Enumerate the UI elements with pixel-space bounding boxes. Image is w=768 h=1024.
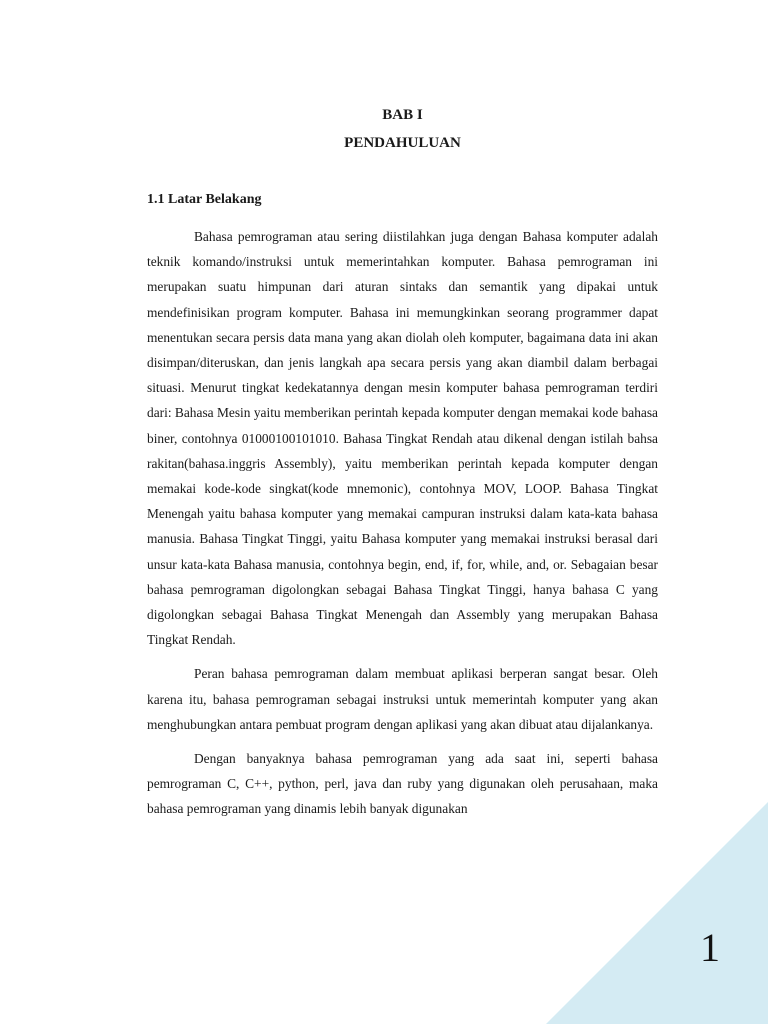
- page-number: 1: [700, 925, 720, 970]
- section-heading: 1.1 Latar Belakang: [147, 192, 262, 207]
- corner-decoration: [546, 802, 768, 1024]
- paragraph: Dengan banyaknya bahasa pemrograman yang ada saat ini, seperti bahasa pemrograman C, C++, python, perl, java dan ruby yang digunakan oleh perusahaan, maka bahasa pemrograman yang dinamis lebih banyak digunakan: [147, 751, 658, 817]
- chapter-label: BAB I: [382, 107, 423, 123]
- paragraph: Peran bahasa pemrograman dalam membuat aplikasi berperan sangat besar. Oleh karena itu, bahasa pemrograman sebagai instruksi untuk memerintah komputer yang akan menghubungkan antara pembuat program dengan aplikasi yang akan dibuat atau dijalankanya.: [147, 666, 658, 732]
- paragraph: Bahasa pemrograman atau sering diistilahkan juga dengan Bahasa komputer adalah teknik komando/instruksi untuk memerintahkan komputer. Bahasa pemrograman ini merupakan suatu himpunan dari aturan sintaks dan semantik yang dipakai untuk mendefinisikan program komputer. Bahasa ini memungkinkan seorang programmer dapat menentukan secara persis data mana yang akan diolah oleh komputer, bagaimana data ini akan disimpan/diteruskan, dan jenis langkah apa secara persis yang akan diambil dalam berbagai situasi. Menurut tingkat kedekatannya dengan mesin komputer bahasa pemrograman terdiri dari: Bahasa Mesin yaitu memberikan perintah kepada komputer dengan memakai kode bahasa biner, contohnya 01000100101010. Bahasa Tingkat Rendah atau dikenal dengan istilah bahsa rakitan(bahasa.inggris Assembly), yaitu memberikan perintah kepada komputer dengan memakai kode-kode singkat(kode mnemonic), contohnya MOV, LOOP. Bahasa Tingkat Menengah yaitu bahasa komputer yang memakai campuran instruksi dalam kata-kata bahasa manusia. Bahasa Tingkat Tinggi, yaitu Bahasa komputer yang memakai instruksi berasal dari unsur kata-kata Bahasa manusia, contohnya begin, end, if, for, while, and, or. Sebagaian besar bahasa pemrograman digolongkan sebagai Bahasa Tingkat Tinggi, hanya bahasa C yang digolongkan sebagai Bahasa Tingkat Menengah dan Assembly yang merupakan Bahasa Tingkat Rendah.: [147, 229, 658, 648]
- chapter-title: PENDAHULUAN: [344, 135, 461, 151]
- document-body: [147, 104, 658, 822]
